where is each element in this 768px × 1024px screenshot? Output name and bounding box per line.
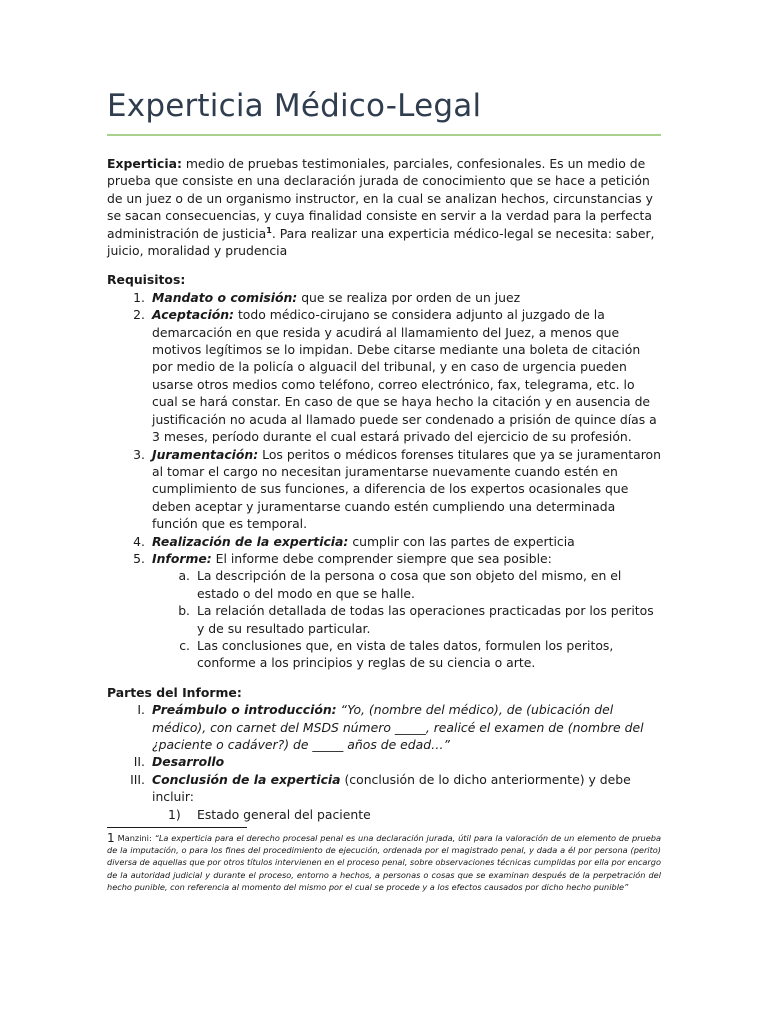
item-number: III.: [130, 771, 145, 787]
requisito-item: [107, 289, 663, 306]
parte-item: [107, 701, 663, 753]
item-text: El informe debe comprender siempre que sea posible:: [211, 550, 552, 566]
subitem-text: Las conclusiones que, en vista de tales datos, formulen los peritos, conforme a los principios y reglas de su ciencia o arte.: [197, 637, 614, 671]
intro-continuation: . Para realizar una experticia médico-legal se necesita: saber, juicio, moralidad y prudencia: [107, 225, 655, 259]
footnote: [107, 832, 661, 893]
item-number: 5.: [133, 550, 145, 566]
informe-sublist: [152, 567, 663, 671]
title-underline: [107, 134, 661, 136]
parte-item: [107, 753, 663, 770]
item-label: Aceptación:: [152, 307, 234, 323]
requisitos-list: [107, 289, 663, 672]
informe-subitem: [152, 602, 663, 637]
parte-item: [107, 771, 663, 823]
footnote-number: 1: [107, 831, 115, 845]
requisito-item: [107, 306, 663, 445]
item-text: Los peritos o médicos forenses titulares que ya se juramentaron al tomar el cargo no necesitan juramentarse nuevamente cuando estén en cumplimiento de sus funciones, a diferencia de los expertos ocasionales que deben aceptar y juramentarse cuando estén cumpliendo una determinada función que es temporal.: [152, 446, 661, 532]
conclusion-sublist: [152, 806, 663, 823]
item-text: todo médico-cirujano se considera adjunto al juzgado de la demarcación en que resida y acudirá al llamamiento del Juez, a menos que motivos legítimos se lo impidan. Debe citarse mediante una boleta de citación por medio de la policía o alguacil del tribunal, y en caso de urgencia pueden usarse otros medios como teléfono, correo electrónico, fax, telegrama, etc. lo cual se hará constar. En caso de que se haya hecho la citación y en ausencia de justificación no acuda al llamado puede ser condenado a prisión de quince días a 3 meses, período durante el cual estará privado del ejercicio de su profesión.: [152, 307, 657, 445]
item-label: Juramentación:: [152, 446, 259, 462]
partes-list: [107, 701, 663, 823]
requisito-item: [107, 533, 663, 550]
subitem-text: Estado general del paciente: [197, 806, 371, 822]
item-label: Conclusión de la experticia: [152, 771, 341, 787]
intro-term: Experticia:: [107, 156, 182, 171]
intro-paragraph: [107, 155, 663, 259]
item-number: 4.: [133, 533, 145, 549]
subitem-number: 1): [168, 806, 181, 822]
item-number: 2.: [133, 307, 145, 323]
item-label: Informe:: [152, 550, 212, 566]
document-title: Experticia Médico-Legal: [107, 88, 482, 124]
subitem-text: La descripción de la persona o cosa que son objeto del mismo, en el estado o del modo en que se halle.: [197, 568, 622, 601]
informe-subitem: [152, 567, 663, 602]
subitem-letter: b.: [178, 603, 190, 619]
subitem-letter: c.: [179, 637, 190, 653]
requisitos-heading: Requisitos:: [107, 272, 186, 288]
item-label: Realización de la experticia:: [152, 533, 349, 549]
subitem-text: La relación detallada de todas las operaciones practicadas por los peritos y de su resultado particular.: [197, 603, 654, 636]
item-text: (conclusión de lo dicho anteriormente) y debe incluir:: [152, 771, 631, 805]
footnote-separator: [107, 827, 247, 828]
item-text: “Yo, (nombre del médico), de (ubicación del médico), con carnet del MSDS número _____, realicé el examen de (nombre del ¿paciente o cadáver?) de _____ años de edad…”: [152, 702, 644, 752]
item-label: Mandato o comisión:: [152, 289, 298, 305]
item-label: Desarrollo: [152, 754, 225, 770]
subitem-letter: a.: [178, 568, 190, 584]
footnote-reference: 1: [266, 225, 272, 235]
item-label: Preámbulo o introducción:: [152, 702, 337, 718]
requisito-item: [107, 446, 663, 533]
item-number: II.: [133, 754, 145, 770]
partes-heading: Partes del Informe:: [107, 684, 242, 700]
footnote-author: Manzini:: [117, 833, 155, 843]
item-text: cumplir con las partes de experticia: [348, 533, 575, 549]
item-number: I.: [137, 702, 145, 718]
informe-subitem: [152, 637, 663, 672]
requisito-item: [107, 550, 663, 672]
intro-definition: medio de pruebas testimoniales, parciales, confesionales. Es un medio de prueba que consiste en una declaración jurada de conocimiento que se hace a petición de un juez o de un organismo instructor, en la cual se analizan hechos, circunstancias y se sacan consecuencias, y cuya finalidad consiste en servir a la verdad para la perfecta administración de justicia: [107, 156, 653, 241]
footnote-quote: “La experticia para el derecho procesal penal es una declaración jurada, útil para la valoración de un elemento de prueba de la imputación, o para los fines del procedimiento de ejecución, ordenada por el magistrado penal, y dada a él por persona (perito) diversa de aquellas que por otros títulos intervienen en el proceso penal, sobre observaciones técnicas cumplidas por ella por encargo de la autoridad judicial y durante el proceso, entorno a hechos, a personas o cosas que se examinan después de la perpetración del hecho punible, con referencia al momento del mismo por el cual se procede y a los efectos causados por dicho hecho punible”: [107, 833, 661, 892]
item-number: 3.: [133, 446, 145, 462]
item-number: 1.: [133, 289, 145, 305]
document-body: [107, 155, 663, 823]
item-text: que se realiza por orden de un juez: [297, 289, 521, 305]
conclusion-subitem: [152, 806, 663, 823]
